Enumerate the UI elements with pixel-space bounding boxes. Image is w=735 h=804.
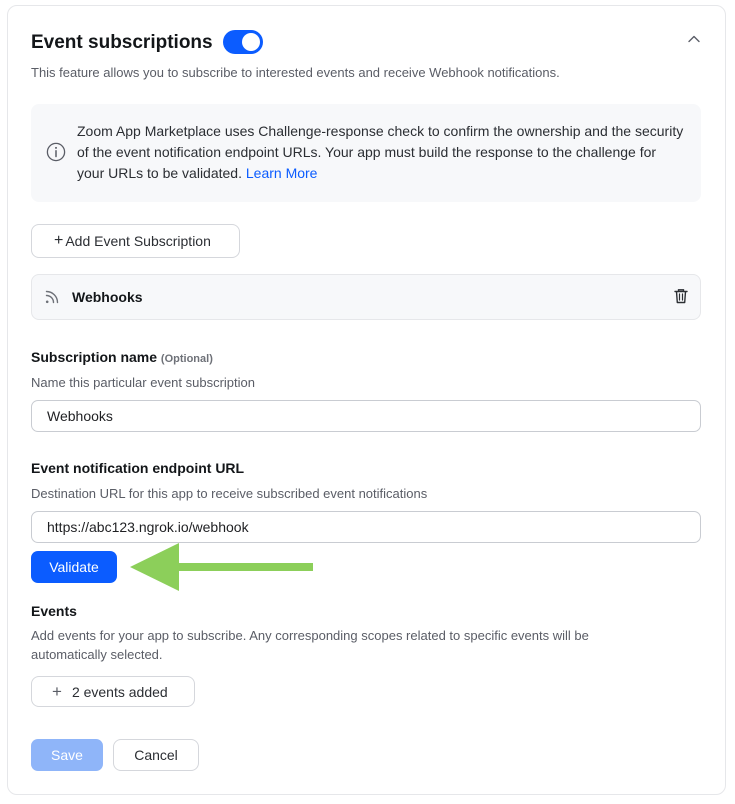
plus-icon: + xyxy=(52,681,62,701)
info-icon xyxy=(46,142,66,162)
save-button[interactable]: Save xyxy=(31,739,103,771)
subscription-name-input[interactable] xyxy=(31,400,701,432)
endpoint-url-label: Event notification endpoint URL xyxy=(31,460,245,476)
optional-tag: (Optional) xyxy=(160,353,213,365)
chevron-up-icon[interactable] xyxy=(683,30,705,48)
add-event-subscription-button[interactable] xyxy=(31,224,240,258)
endpoint-url-input[interactable] xyxy=(31,511,701,543)
add-events-button[interactable] xyxy=(31,676,195,707)
events-added-label: 2 events added xyxy=(71,683,168,700)
validate-button[interactable]: Validate xyxy=(31,551,117,583)
info-banner xyxy=(31,104,701,202)
cancel-button[interactable]: Cancel xyxy=(113,739,199,771)
section-subtitle: This feature allows you to subscribe to interested events and receive Webhook notifications. xyxy=(31,65,560,80)
events-help: Add events for your app to subscribe. Any corresponding scopes related to specific events will be automatically selected. xyxy=(31,628,589,662)
trash-icon[interactable] xyxy=(672,287,690,305)
subscription-item-webhooks[interactable] xyxy=(31,274,701,320)
info-banner-text xyxy=(77,121,687,184)
info-banner-message: Zoom App Marketplace uses Challenge-response check to confirm the ownership and the security of the event notification endpoint URLs. Your app must build the response to the challenge for your URLs to be validated. xyxy=(77,123,684,181)
rss-icon xyxy=(44,289,60,305)
plus-icon: + xyxy=(54,232,64,249)
subscription-name-label-text: Subscription name xyxy=(31,349,158,365)
subscription-name-label xyxy=(31,349,213,365)
endpoint-url-help: Destination URL for this app to receive subscribed event notifications xyxy=(31,486,428,501)
toggle-knob xyxy=(242,33,260,51)
arrow-annotation xyxy=(125,541,320,593)
events-label: Events xyxy=(31,603,77,619)
section-title: Event subscriptions xyxy=(31,32,213,53)
add-event-subscription-label: Add Event Subscription xyxy=(65,233,211,249)
subscription-name-help: Name this particular event subscription xyxy=(31,375,255,390)
subscription-item-label: Webhooks xyxy=(72,289,143,305)
event-subscriptions-toggle[interactable] xyxy=(223,30,263,54)
learn-more-link[interactable]: Learn More xyxy=(245,165,318,181)
